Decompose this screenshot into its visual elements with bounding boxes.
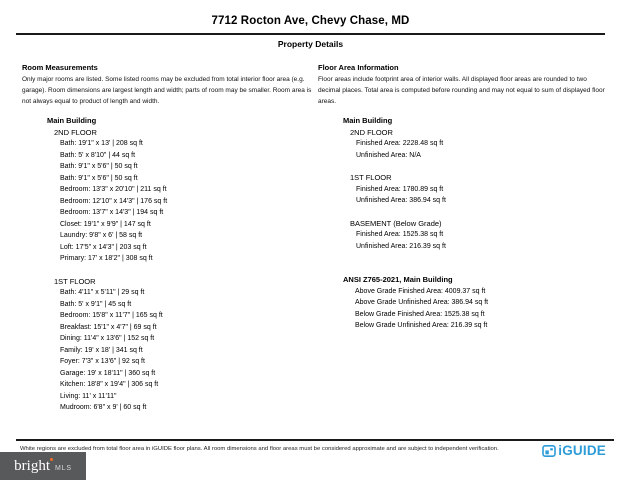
room-measurement-row: Mudroom: 6'8" x 9' | 60 sq ft (60, 404, 147, 412)
page-subtitle: Property Details (277, 38, 344, 49)
page-title: 7712 Rocton Ave, Chevy Chase, MD (211, 15, 410, 27)
area-list-2nd-floor (350, 138, 614, 161)
room-measurements-heading: Room Measurements (22, 63, 98, 72)
room-measurement-row: Bedroom: 13'3" x 20'10" | 211 sq ft (60, 186, 167, 194)
area-list-1st-floor (350, 184, 614, 207)
bright-mls-spark-icon (50, 458, 53, 461)
iguide-logo (542, 443, 606, 458)
iguide-icon (542, 444, 556, 458)
floor-area-row: Finished Area: 1525.38 sq ft (356, 231, 444, 239)
footer-divider (16, 439, 614, 441)
floor-area-building (318, 115, 614, 252)
floor-group-2nd-floor (47, 127, 314, 265)
ansi-title: ANSI Z765-2021, Main Building (343, 275, 453, 285)
ansi-area-row: Below Grade Finished Area: 1525.38 sq ft (355, 310, 485, 318)
floor-area-row: Unfinished Area: N/A (356, 151, 421, 159)
room-measurement-row: Laundry: 9'8" x 6' | 58 sq ft (60, 232, 143, 240)
room-measurement-row: Bath: 19'1" x 13' | 208 sq ft (60, 140, 143, 148)
floor-label: 2ND FLOOR (350, 127, 393, 137)
room-measurement-row: Foyer: 7'3" x 13'6" | 92 sq ft (60, 358, 145, 366)
room-measurement-row: Bedroom: 15'8" x 11'7" | 165 sq ft (60, 312, 163, 320)
floor-area-heading: Floor Area Information (318, 63, 399, 72)
bright-mls-suffix: MLS (55, 464, 72, 472)
room-measurement-row: Bath: 9'1" x 5'6" | 50 sq ft (60, 163, 138, 171)
building-name: Main Building (47, 116, 97, 126)
bright-mls-logo (0, 452, 86, 480)
ansi-list (343, 286, 614, 332)
ansi-area-row: Above Grade Finished Area: 4009.37 sq ft (355, 287, 486, 295)
room-measurement-row: Garage: 19' x 18'11" | 360 sq ft (60, 369, 156, 377)
room-measurement-row: Family: 19' x 18' | 341 sq ft (60, 346, 143, 354)
room-measurement-row: Bath: 9'1" x 5'6" | 50 sq ft (60, 174, 138, 182)
floor-label: 1ST FLOOR (350, 173, 392, 183)
floor-area-row: Unfinished Area: 216.39 sq ft (356, 242, 446, 250)
area-list-basement (350, 229, 614, 252)
room-measurement-row: Loft: 17'5" x 14'3" | 203 sq ft (60, 243, 147, 251)
floor-area-section (318, 62, 614, 332)
floor-label: BASEMENT (Below Grade) (350, 218, 442, 228)
building-name: Main Building (343, 116, 393, 126)
floor-group-1st-floor (47, 276, 314, 414)
room-measurement-row: Bath: 4'11" x 5'11" | 29 sq ft (60, 289, 145, 297)
footer-disclaimer: White regions are excluded from total floor area in iGUIDE floor plans. All room dimensions and floor areas must be considered approximate and are subject to independent verification. (20, 446, 499, 452)
room-measurement-row: Living: 11' x 11'11" (60, 392, 117, 400)
room-measurement-row: Bedroom: 13'7" x 14'3" | 194 sq ft (60, 209, 164, 217)
floor-label: 2ND FLOOR (54, 127, 97, 137)
area-group-1st-floor (343, 172, 614, 207)
ansi-area-row: Below Grade Unfinished Area: 216.39 sq ft (355, 322, 488, 330)
room-list-2nd-floor (54, 138, 314, 265)
room-measurement-row: Closet: 19'1" x 9'9" | 147 sq ft (60, 220, 151, 228)
room-measurement-row: Breakfast: 15'1" x 4'7" | 69 sq ft (60, 323, 157, 331)
room-measurement-row: Kitchen: 18'8" x 19'4" | 306 sq ft (60, 381, 159, 389)
room-measurement-row: Bedroom: 12'10" x 14'3" | 176 sq ft (60, 197, 168, 205)
room-measurement-row: Primary: 17' x 18'2" | 308 sq ft (60, 255, 153, 263)
ansi-area-row: Above Grade Unfinished Area: 386.94 sq ft (355, 299, 489, 307)
bright-mls-brand: bright (14, 459, 50, 474)
room-measurement-row: Bath: 5' x 9'1" | 45 sq ft (60, 300, 132, 308)
ansi-summary (318, 274, 614, 332)
area-group-basement (343, 218, 614, 253)
room-measurements-description: Only major rooms are listed. Some listed rooms may be excluded from total interior floor area (e.g. garage). Room dimensions are largest length and width; parts of room may be smaller. Room area is not always equal to product of length and width. (22, 75, 312, 106)
room-list-1st-floor (54, 287, 314, 414)
room-measurements-building (22, 115, 314, 414)
page-header (0, 0, 621, 49)
floor-area-description: Floor areas include footprint area of interior walls. All displayed floor areas are rounded to two decimal places. Total area is computed before rounding and may not equal to sum of displayed floor areas. (318, 75, 605, 106)
floor-area-row: Unfinished Area: 386.94 sq ft (356, 197, 446, 205)
floor-area-row: Finished Area: 1780.89 sq ft (356, 185, 444, 193)
room-measurement-row: Bath: 5' x 8'10" | 44 sq ft (60, 151, 136, 159)
area-group-2nd-floor (343, 127, 614, 162)
floor-area-row: Finished Area: 2228.48 sq ft (356, 140, 444, 148)
room-measurements-section (22, 62, 314, 414)
title-divider (16, 33, 605, 35)
iguide-wordmark: iGUIDE (558, 443, 606, 458)
room-measurement-row: Dining: 11'4" x 13'6" | 152 sq ft (60, 335, 155, 343)
floor-label: 1ST FLOOR (54, 276, 96, 286)
